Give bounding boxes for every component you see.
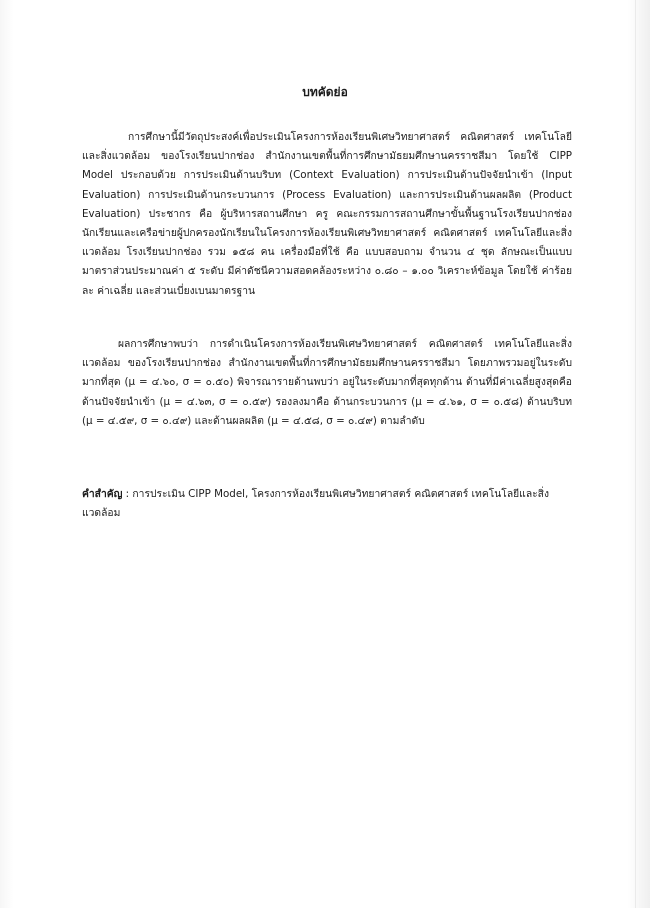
abstract-paragraph-objective: การศึกษานี้มีวัตถุประสงค์เพื่อประเมินโครงการห้องเรียนพิเศษวิทยาศาสตร์ คณิตศาสตร์ เทคโนโลยีและสิ่งแวดล้อม ของโรงเรียนปากช่อง สำนักงานเขตพื้นที่การศึกษามัธยมศึกษานครราชสีมา โดยใช้ CIPP Model ประกอบด้วย การประเมินด้านบริบท (Context Evaluation) การประเมินด้านปัจจัยนำเข้า (Input Evaluation) การประเมินด้านกระบวนการ (Process Evaluation) และการประเมินด้านผลผลิต (Product Evaluation) ประชากร คือ ผู้บริหารสถานศึกษา ครู คณะกรรมการสถานศึกษาขั้นพื้นฐานโรงเรียนปากช่อง นักเรียนและเครือข่ายผู้ปกครองนักเรียนในโครงการห้องเรียนพิเศษวิทยาศาสตร์ คณิตศาสตร์ เทคโนโลยีและสิ่งแวดล้อม โรงเรียนปากช่อง รวม ๑๕๘ คน เครื่องมือที่ใช้ คือ แบบสอบถาม จำนวน ๔ ชุด ลักษณะเป็นแบบมาตราส่วนประมาณค่า ๕ ระดับ มีค่าดัชนีความสอดคล้องระหว่าง ๐.๘๐ – ๑.๐๐ วิเคราะห์ข้อมูล โดยใช้ ค่าร้อยละ ค่าเฉลี่ย และส่วนเบี่ยงเบนมาตรฐาน <box>82 131 572 297</box>
keywords-text: การประเมิน CIPP Model, โครงการห้องเรียนพิเศษวิทยาศาสตร์ คณิตศาสตร์ เทคโนโลยีและสิ่งแวดล้อม <box>82 488 549 520</box>
page-edge-shadow <box>635 0 636 908</box>
keywords-label: คำสำคัญ <box>82 488 123 500</box>
keywords-line <box>82 485 572 523</box>
abstract-paragraph-results: ผลการศึกษาพบว่า การดำเนินโครงการห้องเรียนพิเศษวิทยาศาสตร์ คณิตศาสตร์ เทคโนโลยีและสิ่งแวดล้อม ของโรงเรียนปากช่อง สำนักงานเขตพื้นที่การศึกษามัธยมศึกษานครราชสีมา โดยภาพรวมอยู่ในระดับมากที่สุด (μ = ๔.๖๐, σ = ๐.๕๐) พิจารณารายด้านพบว่า อยู่ในระดับมากที่สุดทุกด้าน ด้านที่มีค่าเฉลี่ยสูงสุดคือ ด้านปัจจัยนำเข้า (μ = ๔.๖๓, σ = ๐.๕๙) รองลงมาคือ ด้านกระบวนการ (μ = ๔.๖๑, σ = ๐.๕๘) ด้านบริบท (μ = ๔.๕๙, σ = ๐.๔๙) และด้านผลผลิต (μ = ๔.๕๘, σ = ๐.๔๙) ตามลำดับ <box>82 338 572 427</box>
abstract-title: บทคัดย่อ <box>302 85 348 99</box>
keywords-separator: : <box>122 488 133 500</box>
